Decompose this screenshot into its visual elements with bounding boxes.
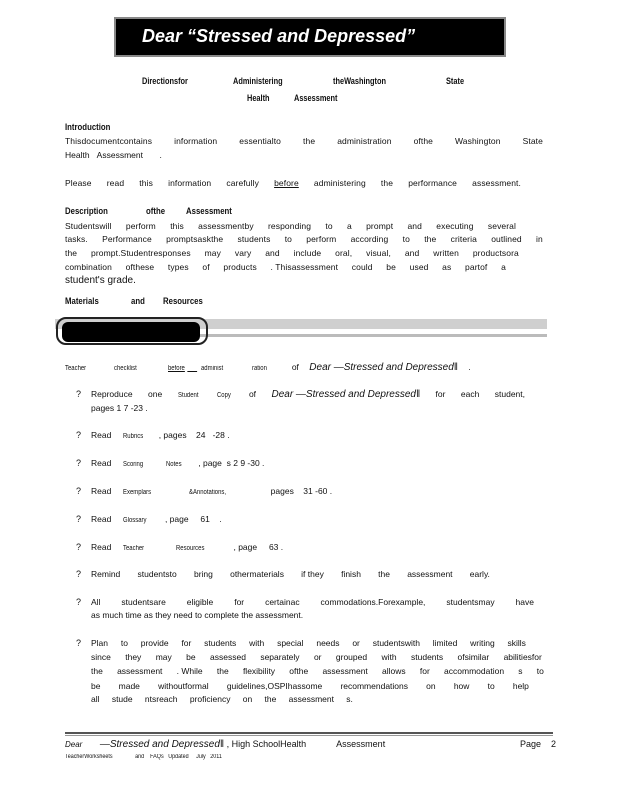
description-heading-w2: ofthe bbox=[146, 206, 166, 217]
desc-line-1: Studentswill perform this assessmentby responding to a prompt and executing several bbox=[65, 221, 516, 231]
materials-heading-w3: Resources bbox=[163, 296, 203, 307]
description-heading-w1: Description bbox=[65, 206, 108, 217]
materials-heading-w2: and bbox=[131, 296, 145, 307]
bullet-9-line-5: all stude ntsreach proficiency on the assessment s. bbox=[91, 694, 353, 704]
bullet-5-line-1: Read Glossary , page 61 . bbox=[91, 514, 222, 524]
bullet-8-line-1: All studentsare eligible for certainac commodations.Forexample, studentsmay have bbox=[91, 597, 534, 607]
bullet-1-line-1: Reproduce one Student Copy of Dear —Stressed and Depressed‖ for each student, bbox=[91, 389, 525, 400]
bullet-icon: ? bbox=[76, 597, 82, 607]
page-title: Dear “Stressed and Depressed” bbox=[142, 26, 416, 46]
bullet-icon: ? bbox=[76, 514, 82, 524]
desc-line-5: student's grade. bbox=[65, 275, 136, 286]
directions-w4: State bbox=[446, 76, 465, 86]
introduction-heading: Introduction bbox=[65, 122, 111, 133]
bullet-4-line-1: Read Exemplars &Annotations, pages 31 -60 . bbox=[91, 486, 333, 496]
bullet-8-line-2: as much time as they need to complete the assessment. bbox=[91, 610, 304, 620]
bullet-3-line-1: Read Scoring Notes , page s 2 9 -30 . bbox=[91, 458, 265, 468]
bullet-7-line-1: Remind studentsto bring othermaterials if they finish the assessment early. bbox=[91, 569, 490, 579]
bullet-9-line-1: Plan to provide for students with special needs or studentswith limited writing skills bbox=[91, 638, 526, 648]
title-banner bbox=[114, 17, 506, 57]
section-divider-line bbox=[200, 334, 547, 337]
description-heading-w3: Assessment bbox=[186, 206, 232, 217]
footer-page-number: Page 2 bbox=[520, 739, 557, 749]
directions-w5: Health bbox=[247, 93, 270, 103]
directions-w3: theWashington bbox=[333, 76, 387, 86]
bullet-9-line-3: the assessment . While the flexibility ofthe assessment allows for accommodation s to bbox=[91, 666, 544, 676]
bullet-9-line-4: be made withoutformal guidelines,OSPIhassome recommendations on how to help bbox=[91, 681, 529, 691]
footer-rule-thin bbox=[65, 735, 553, 736]
intro-line-2: Health Assessment . bbox=[65, 150, 162, 160]
desc-line-3: the prompt.Studentresponses may vary and include oral, visual, and written productsora bbox=[65, 248, 519, 258]
bullet-1-line-2: pages 1 7 -23 . bbox=[91, 403, 148, 413]
directions-w1: Directionsfor bbox=[142, 76, 188, 86]
intro-line-3: Please read this information carefully before administering the performance assessment. bbox=[65, 178, 521, 188]
before-underlined: before bbox=[274, 178, 299, 188]
section-tab-outline bbox=[56, 317, 208, 345]
footer-rule bbox=[65, 732, 553, 734]
bullet-icon: ? bbox=[76, 569, 82, 579]
footer-subtitle: TeacherWorksheets and FAQs Updated July 2011 bbox=[65, 754, 222, 760]
footer-doc-title: Dear —Stressed and Depressed‖ , High SchoolHealth Assessment bbox=[65, 739, 386, 750]
intro-line-1: Thisdocumentcontains information essentialto the administration ofthe Washington State bbox=[65, 136, 543, 146]
desc-line-2: tasks. Performance promptsaskthe students to perform according to the criteria outlined in bbox=[65, 234, 543, 244]
bullet-icon: ? bbox=[76, 542, 82, 552]
bullet-icon: ? bbox=[76, 458, 82, 468]
bullet-icon: ? bbox=[76, 430, 82, 440]
materials-heading-w1: Materials bbox=[65, 296, 99, 307]
desc-line-4: combination ofthese types of products . Thisassessment could be used as partof a bbox=[65, 262, 506, 272]
directions-w6: Assessment bbox=[294, 93, 338, 103]
bullet-2-line-1: Read Rubrics , pages 24 -28 . bbox=[91, 430, 230, 440]
bullet-icon: ? bbox=[76, 638, 82, 648]
bullet-icon: ? bbox=[76, 486, 82, 496]
bullet-6-line-1: Read Teacher Resources , page 63 . bbox=[91, 542, 284, 552]
checklist-line: Teacher checklist before administ ration of Dear —Stressed and Depressed‖ . bbox=[65, 362, 471, 373]
bullet-9-line-2: since they may be assessed separately or grouped with students ofsimilar abilitiesfor bbox=[91, 652, 542, 662]
bullet-icon: ? bbox=[76, 389, 82, 399]
directions-w2: Administering bbox=[233, 76, 283, 86]
